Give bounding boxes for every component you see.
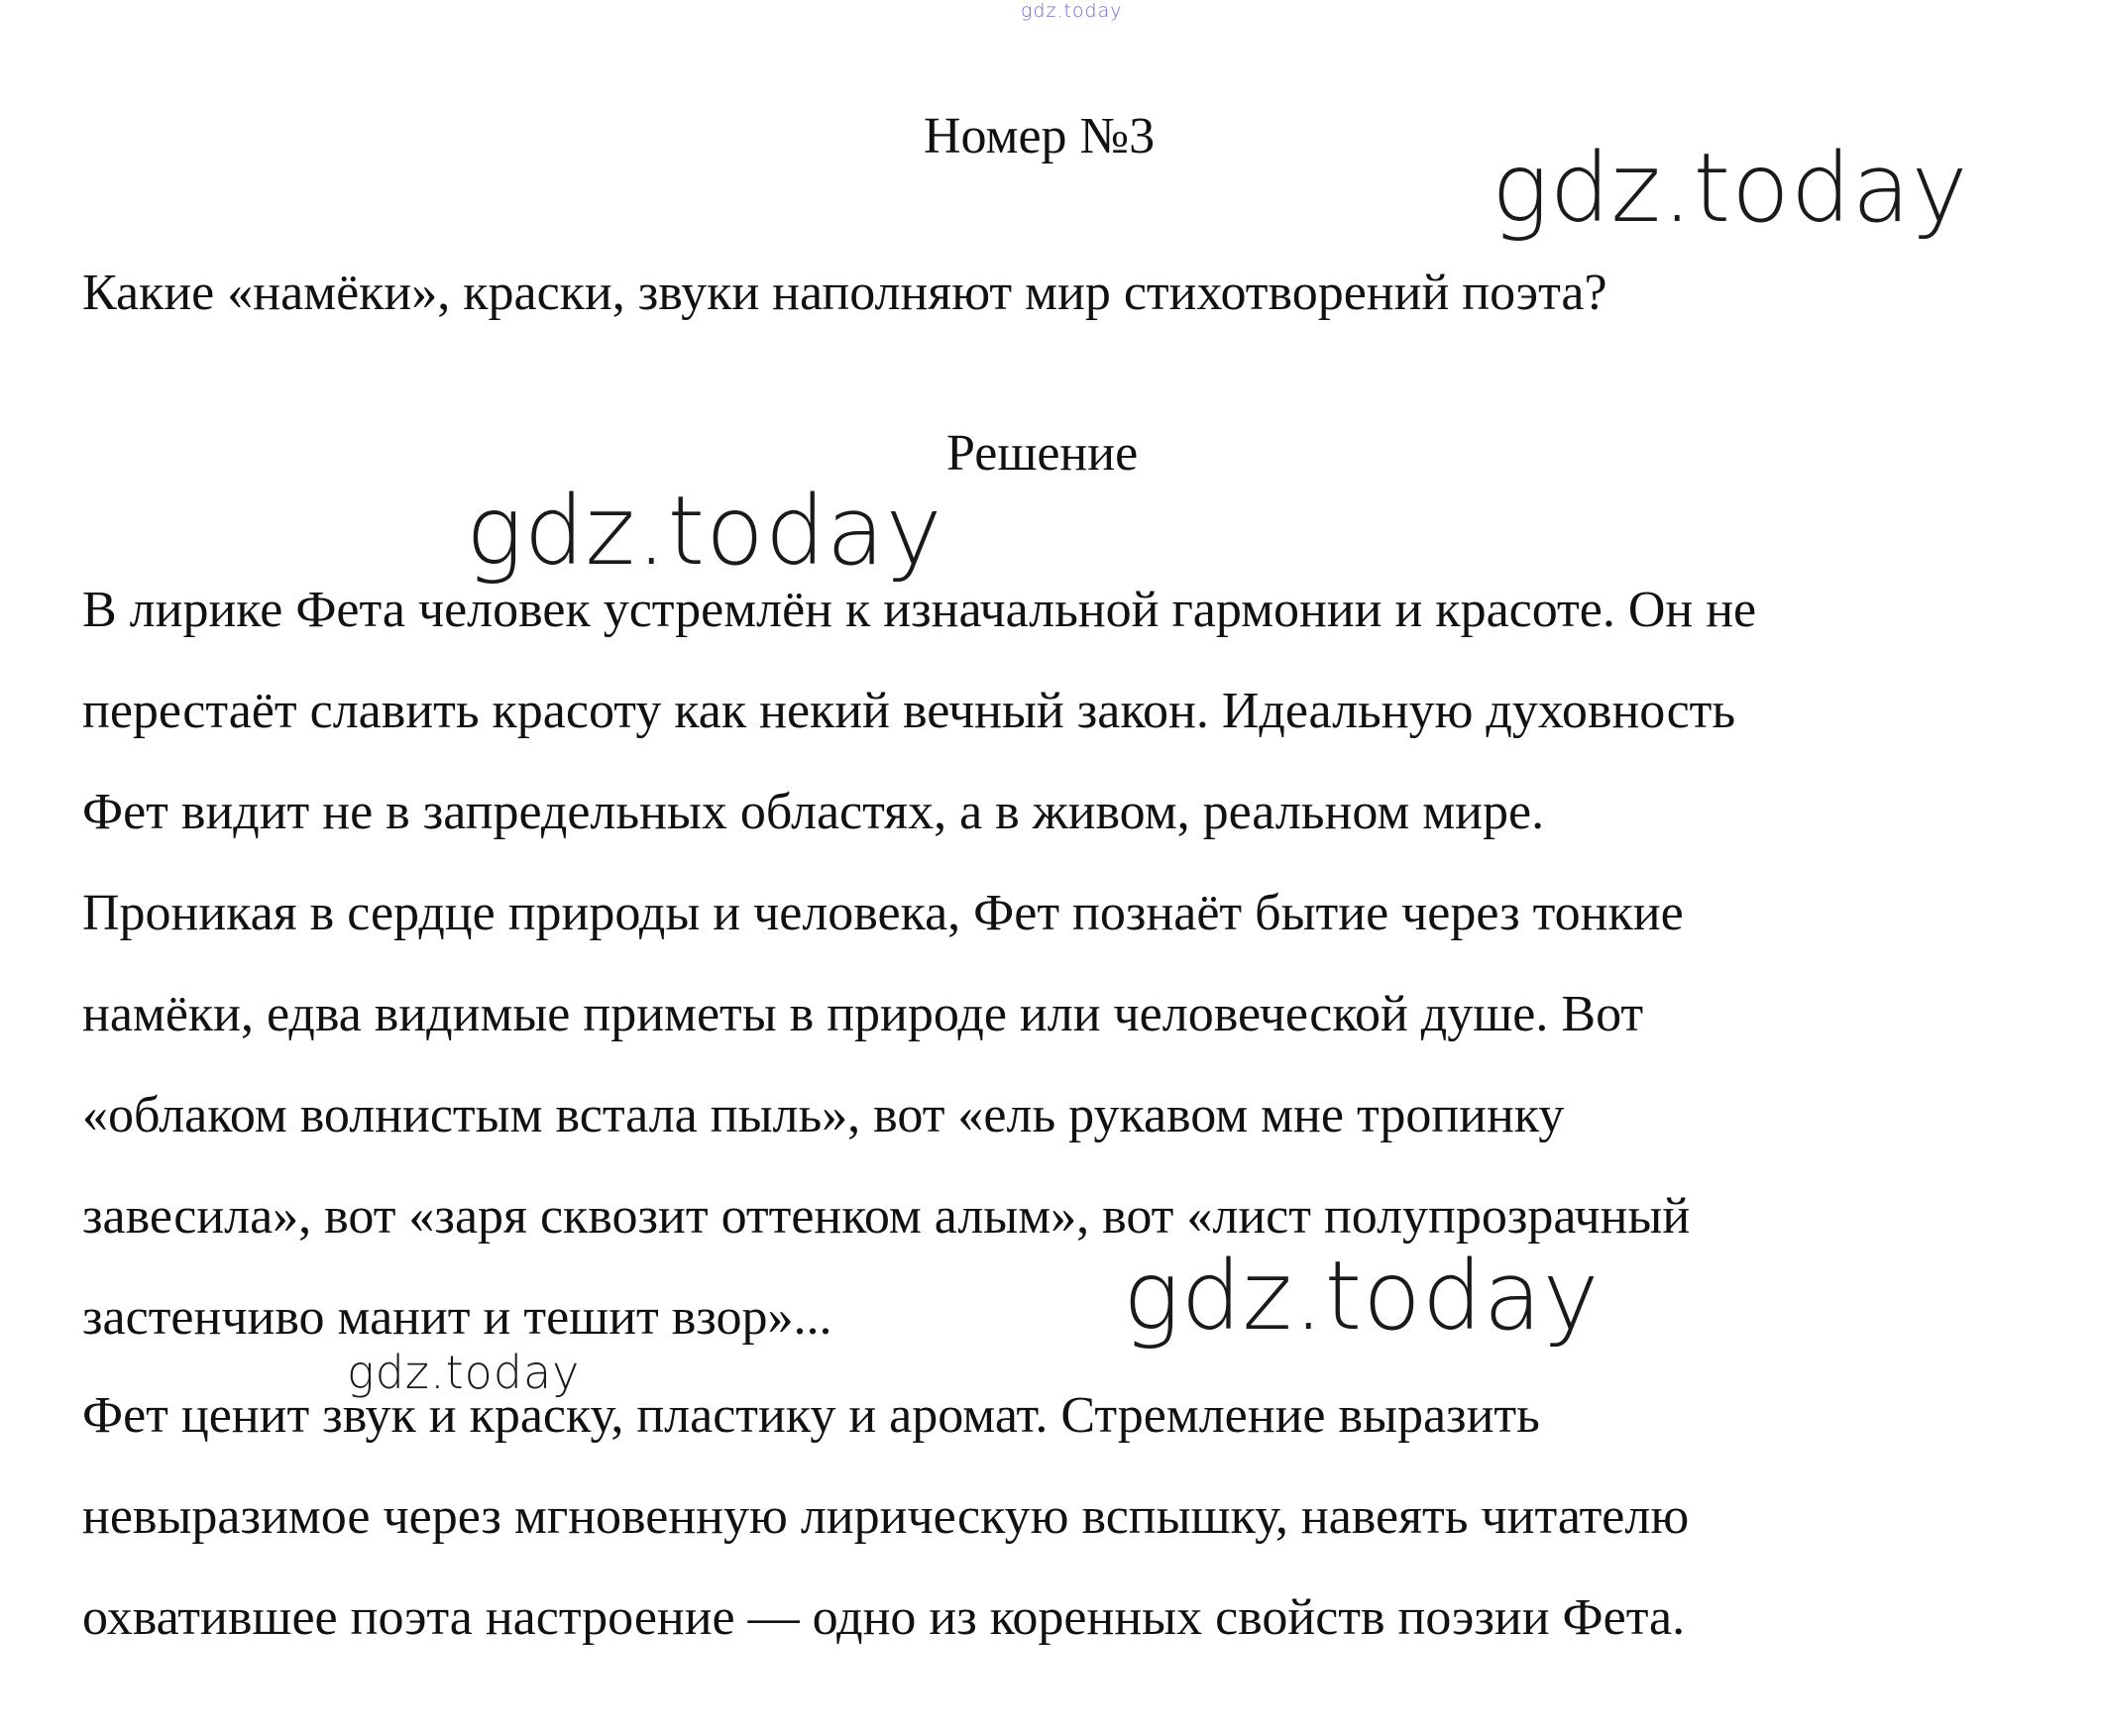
- watermark-small: gdz.today: [347, 1346, 581, 1399]
- text-line: Фет видит не в запредельных областях, а в живом, реальном мире.: [82, 784, 1545, 840]
- text-line: намёки, едва видимые приметы в природе или человеческой душе. Вот: [82, 986, 1644, 1042]
- text-line: Проникая в сердце природы и человека, Фет познаёт бытие через тонкие: [82, 885, 1684, 941]
- page-title: Номер №3: [924, 108, 1156, 164]
- question-text: Какие «намёки», краски, звуки наполняют мир стихотворений поэта?: [82, 265, 1607, 321]
- watermark-large: gdz.today: [1492, 133, 1969, 244]
- solution-heading: Решение: [946, 425, 1139, 482]
- text-line: завесила», вот «заря сквозит оттенком алым», вот «лист полупрозрачный: [82, 1188, 1691, 1245]
- watermark-top: gdz.today: [1021, 0, 1123, 22]
- watermark-large: gdz.today: [1123, 1241, 1601, 1352]
- text-line: Фет ценит звук и краску, пластику и аромат. Стремление выразить: [82, 1387, 1540, 1444]
- text-line: невыразимое через мгновенную лирическую вспышку, навеять читателю: [82, 1488, 1690, 1545]
- text-line: «облаком волнистым встала пыль», вот «ель рукавом мне тропинку: [82, 1087, 1565, 1143]
- watermark-large: gdz.today: [466, 476, 943, 587]
- text-line: охватившее поэта настроение — одно из коренных свойств поэзии Фета.: [82, 1589, 1686, 1646]
- answer-paragraph: [82, 1365, 1689, 1669]
- text-line: перестаёт славить красоту как некий вечный закон. Идеальную духовность: [82, 683, 1736, 739]
- text-line: В лирике Фета человек устремлён к изначальной гармонии и красоте. Он не: [82, 582, 1757, 638]
- text-line: застенчиво манит и тешит взор»...: [82, 1289, 832, 1346]
